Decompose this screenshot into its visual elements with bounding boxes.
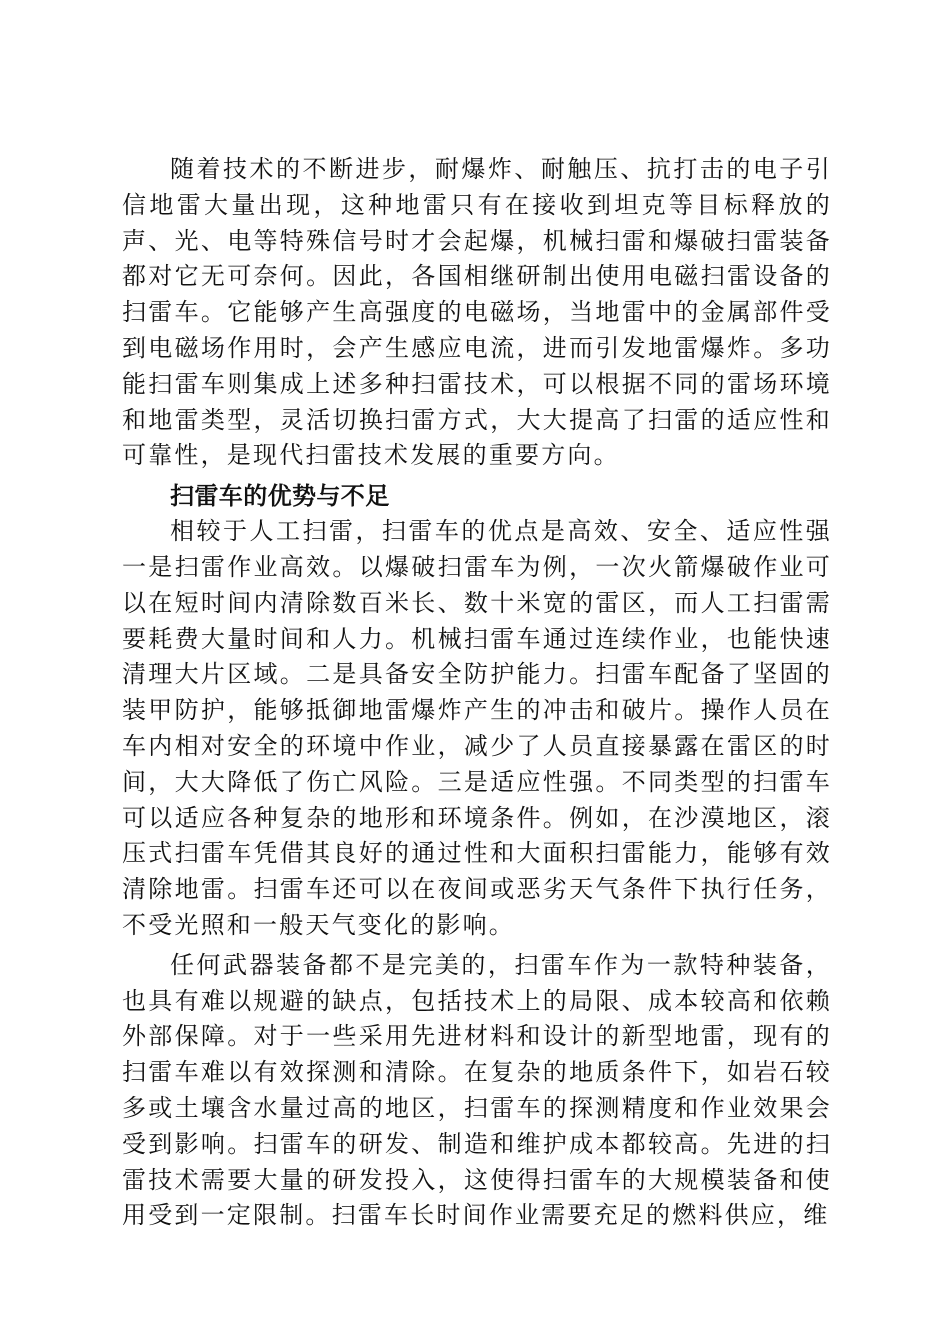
paragraph-advantages: 相较于人工扫雷，扫雷车的优点是高效、安全、适应性强一是扫雷作业高效。以爆破扫雷车为例，一次火箭爆破作业可以在短时间内清除数百米长、数十米宽的雷区，而人工扫雷需要耗费大量时间和人力。机械扫雷车通过连续作业，也能快速清理大片区域。二是具备安全防护能力。扫雷车配备了坚固的装甲防护，能够抵御地雷爆炸产生的冲击和破片。操作人员在车内相对安全的环境中作业，减少了人员直接暴露在雷区的时间，大大降低了伤亡风险。三是适应性强。不同类型的扫雷车可以适应各种复杂的地形和环境条件。例如，在沙漠地区，滚压式扫雷车凭借其良好的通过性和大面积扫雷能力，能够有效清除地雷。扫雷车还可以在夜间或恶劣天气条件下执行任务，不受光照和一般天气变化的影响。 [122, 517, 832, 939]
paragraph-intro: 随着技术的不断进步，耐爆炸、耐触压、抗打击的电子引信地雷大量出现，这种地雷只有在接收到坦克等目标释放的声、光、电等特殊信号时才会起爆，机械扫雷和爆破扫雷装备都对它无可奈何。因此，各国相继研制出使用电磁扫雷设备的扫雷车。它能够产生高强度的电磁场，当地雷中的金属部件受到电磁场作用时，会产生感应电流，进而引发地雷爆炸。多功能扫雷车则集成上述多种扫雷技术，可以根据不同的雷场环境和地雷类型，灵活切换扫雷方式，大大提高了扫雷的适应性和可靠性，是现代扫雷技术发展的重要方向。 [122, 155, 832, 470]
document-body [122, 152, 832, 1234]
paragraph-disadvantages: 任何武器装备都不是完美的，扫雷车作为一款特种装备，也具有难以规避的缺点，包括技术上的局限、成本较高和依赖外部保障。对于一些采用先进材料和设计的新型地雷，现有的扫雷车难以有效探测和清除。在复杂的地质条件下，如岩石较多或土壤含水量过高的地区，扫雷车的探测精度和作业效果会受到影响。扫雷车的研发、制造和维护成本都较高。先进的扫雷技术需要大量的研发投入，这使得扫雷车的大规模装备和使用受到一定限制。扫雷车长时间作业需要充足的燃料供应，维 [122, 950, 832, 1230]
section-heading: 扫雷车的优势与不足 [170, 482, 390, 511]
